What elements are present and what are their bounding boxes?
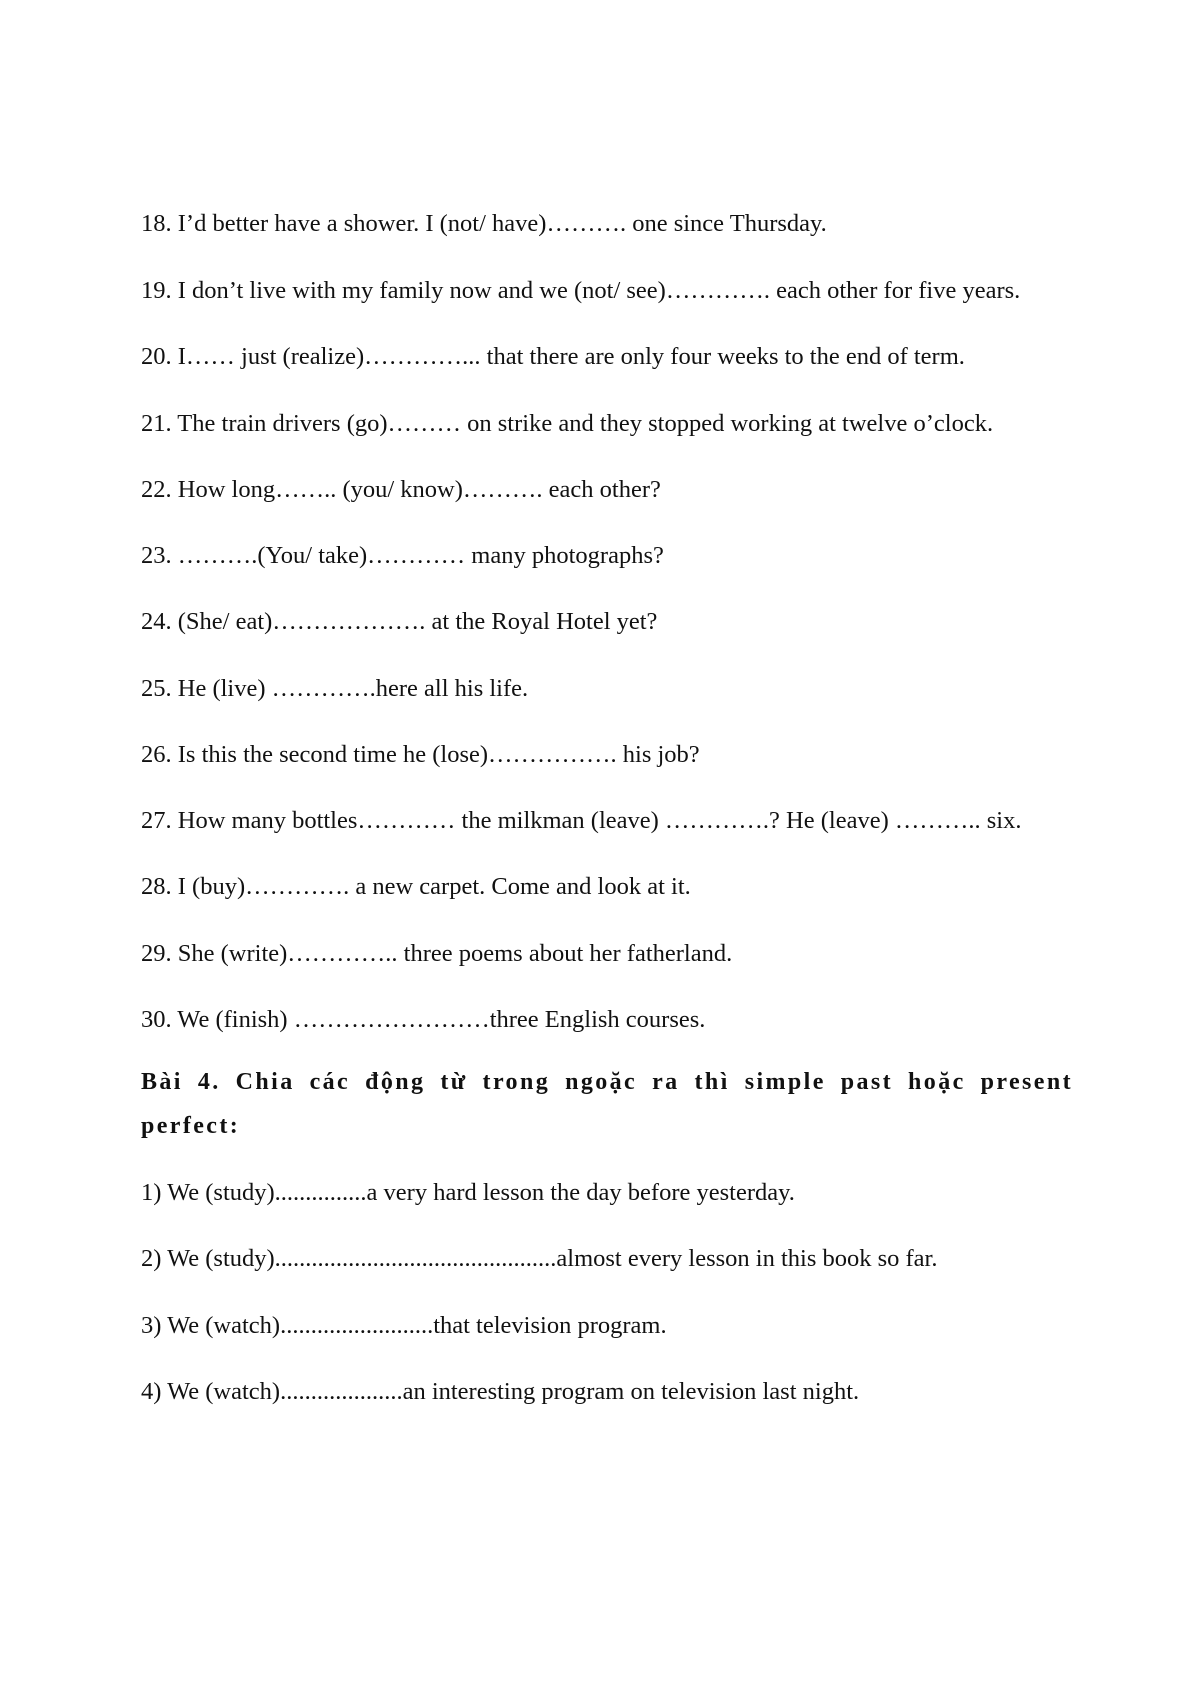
- exercise-4-heading: Bài 4. Chia các động từ trong ngoặc ra thì simple past hoặc present perfect:: [141, 1069, 1073, 1139]
- exercise-item-28: 28. I (buy)…………. a new carpet. Come and look at it.: [141, 873, 691, 900]
- exercise-item-18: 18. I’d better have a shower. I (not/ have)………. one since Thursday.: [141, 210, 827, 237]
- exercise-4-item-2: 2) We (study)..............................................almost every lesson in this book so far.: [141, 1245, 938, 1272]
- exercise-item-22: 22. How long…….. (you/ know)………. each other?: [141, 476, 661, 503]
- exercise-item-19: 19. I don’t live with my family now and we (not/ see)…………. each other for five years.: [141, 277, 1021, 304]
- exercise-4-item-1: 1) We (study)...............a very hard lesson the day before yesterday.: [141, 1179, 795, 1206]
- exercise-item-30: 30. We (finish) ……………………three English courses.: [141, 1006, 706, 1033]
- exercise-item-29: 29. She (write)………….. three poems about her fatherland.: [141, 940, 733, 967]
- exercise-4-item-3: 3) We (watch).........................that television program.: [141, 1312, 667, 1339]
- exercise-item-21: 21. The train drivers (go)……… on strike and they stopped working at twelve o’clock.: [141, 410, 994, 437]
- exercise-item-23: 23. ……….(You/ take)………… many photographs?: [141, 542, 664, 569]
- exercise-item-27: 27. How many bottles………… the milkman (leave) ………….? He (leave) ……….. six.: [141, 807, 1022, 834]
- exercise-item-20: 20. I…… just (realize)…………... that there are only four weeks to the end of term.: [141, 343, 965, 370]
- exercise-item-25: 25. He (live) ………….here all his life.: [141, 675, 529, 702]
- exercise-4-item-4: 4) We (watch)....................an interesting program on television last night.: [141, 1378, 860, 1405]
- exercise-item-26: 26. Is this the second time he (lose)……………. his job?: [141, 741, 700, 768]
- exercise-item-24: 24. (She/ eat)………………. at the Royal Hotel yet?: [141, 608, 658, 635]
